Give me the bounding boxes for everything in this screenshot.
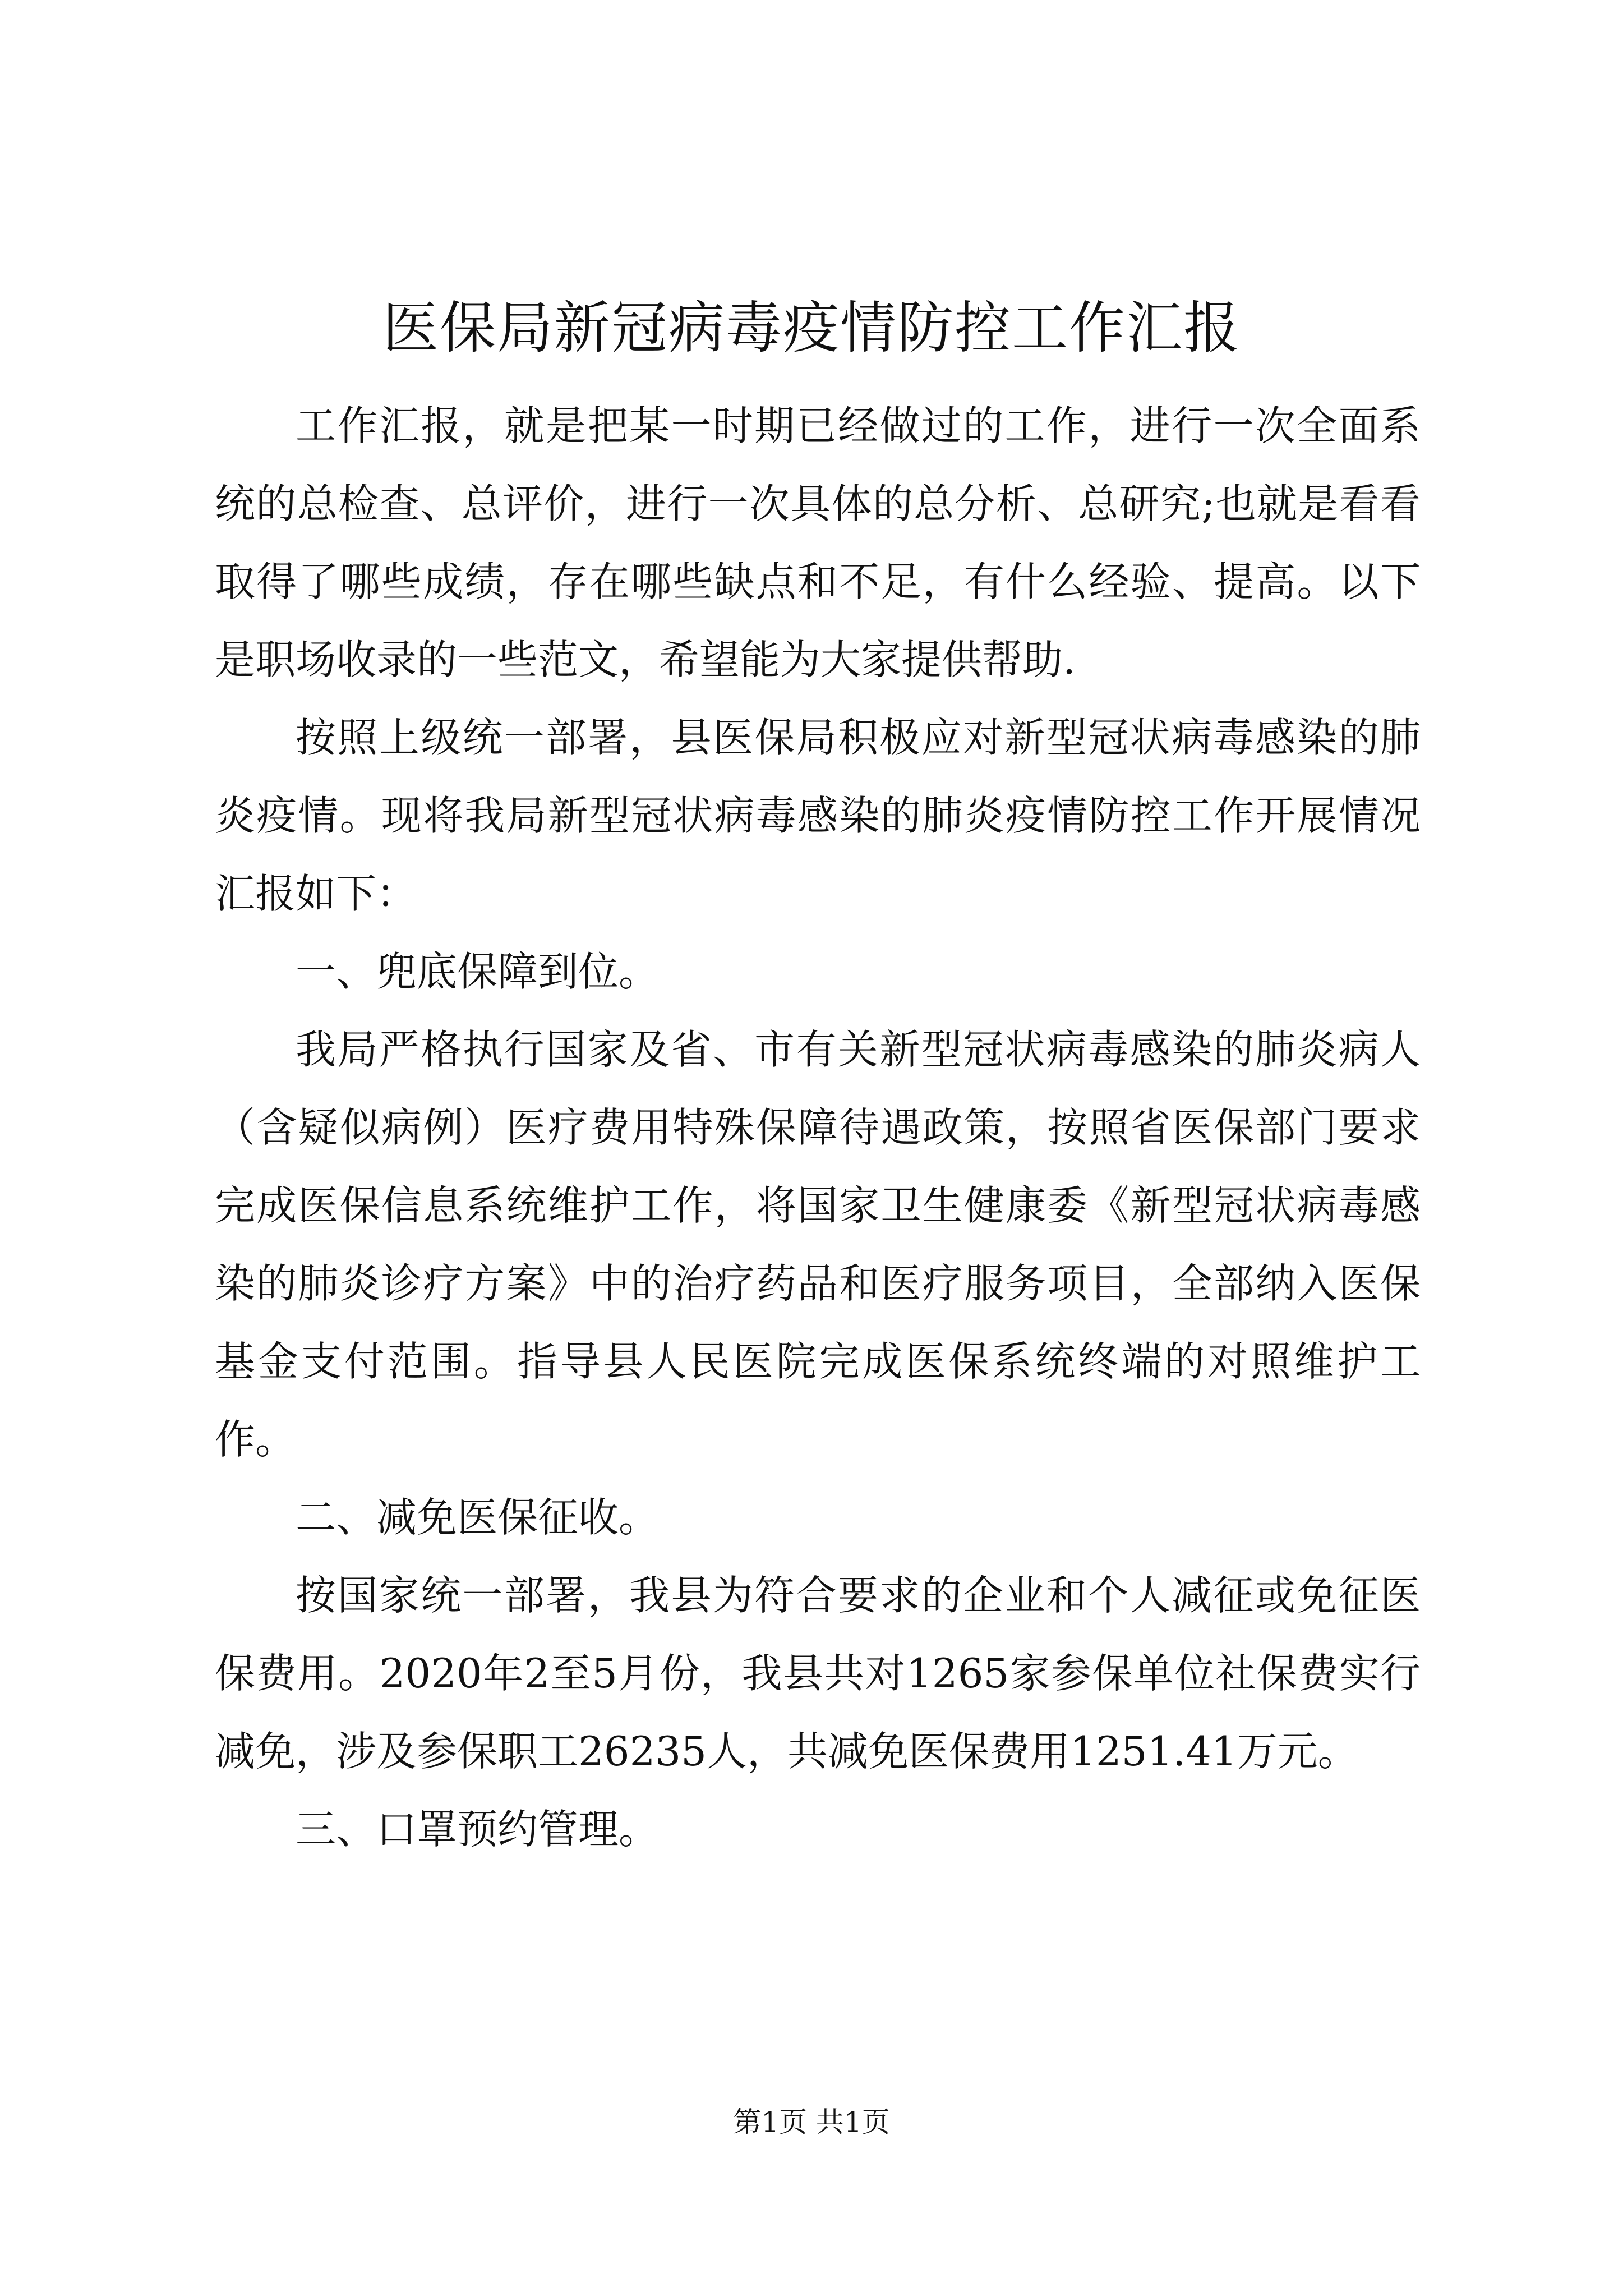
paragraph-section-1: 我局严格执行国家及省、市有关新型冠状病毒感染的肺炎病人（含疑似病例）医疗费用特殊保障待遇政策，按照省医保部门要求完成医保信息系统维护工作，将国家卫生健康委《新型冠状病毒感染的肺炎诊疗方案》中的治疗药品和医疗服务项目，全部纳入医保基金支付范围。指导县人民医院完成医保系统终端的对照维护工作。 (215, 1026, 1421, 1463)
section-heading-1: 一、兜底保障到位。 (296, 948, 660, 995)
section-heading-3: 三、口罩预约管理。 (296, 1806, 660, 1853)
section-heading-2: 二、减免医保征收。 (296, 1494, 660, 1541)
document-title: 医保局新冠病毒疫情防控工作汇报 (382, 295, 1241, 361)
page-footer: 第1页 共1页 (733, 2106, 890, 2138)
paragraph-overview: 按照上级统一部署，县医保局积极应对新型冠状病毒感染的肺炎疫情。现将我局新型冠状病毒感染的肺炎疫情防控工作开展情况汇报如下： (215, 714, 1421, 917)
paragraph-intro: 工作汇报，就是把某一时期已经做过的工作，进行一次全面系统的总检查、总评价，进行一次具体的总分析、总研究;也就是看看取得了哪些成绩，存在哪些缺点和不足，有什么经验、提高。以下是职场收录的一些范文，希望能为大家提供帮助. (215, 402, 1421, 683)
document-body (215, 387, 1421, 1869)
paragraph-section-2: 按国家统一部署，我县为符合要求的企业和个人减征或免征医保费用。2020年2至5月份，我县共对1265家参保单位社保费实行减免，涉及参保职工26235人，共减免医保费用1251.41万元。 (215, 1572, 1421, 1775)
